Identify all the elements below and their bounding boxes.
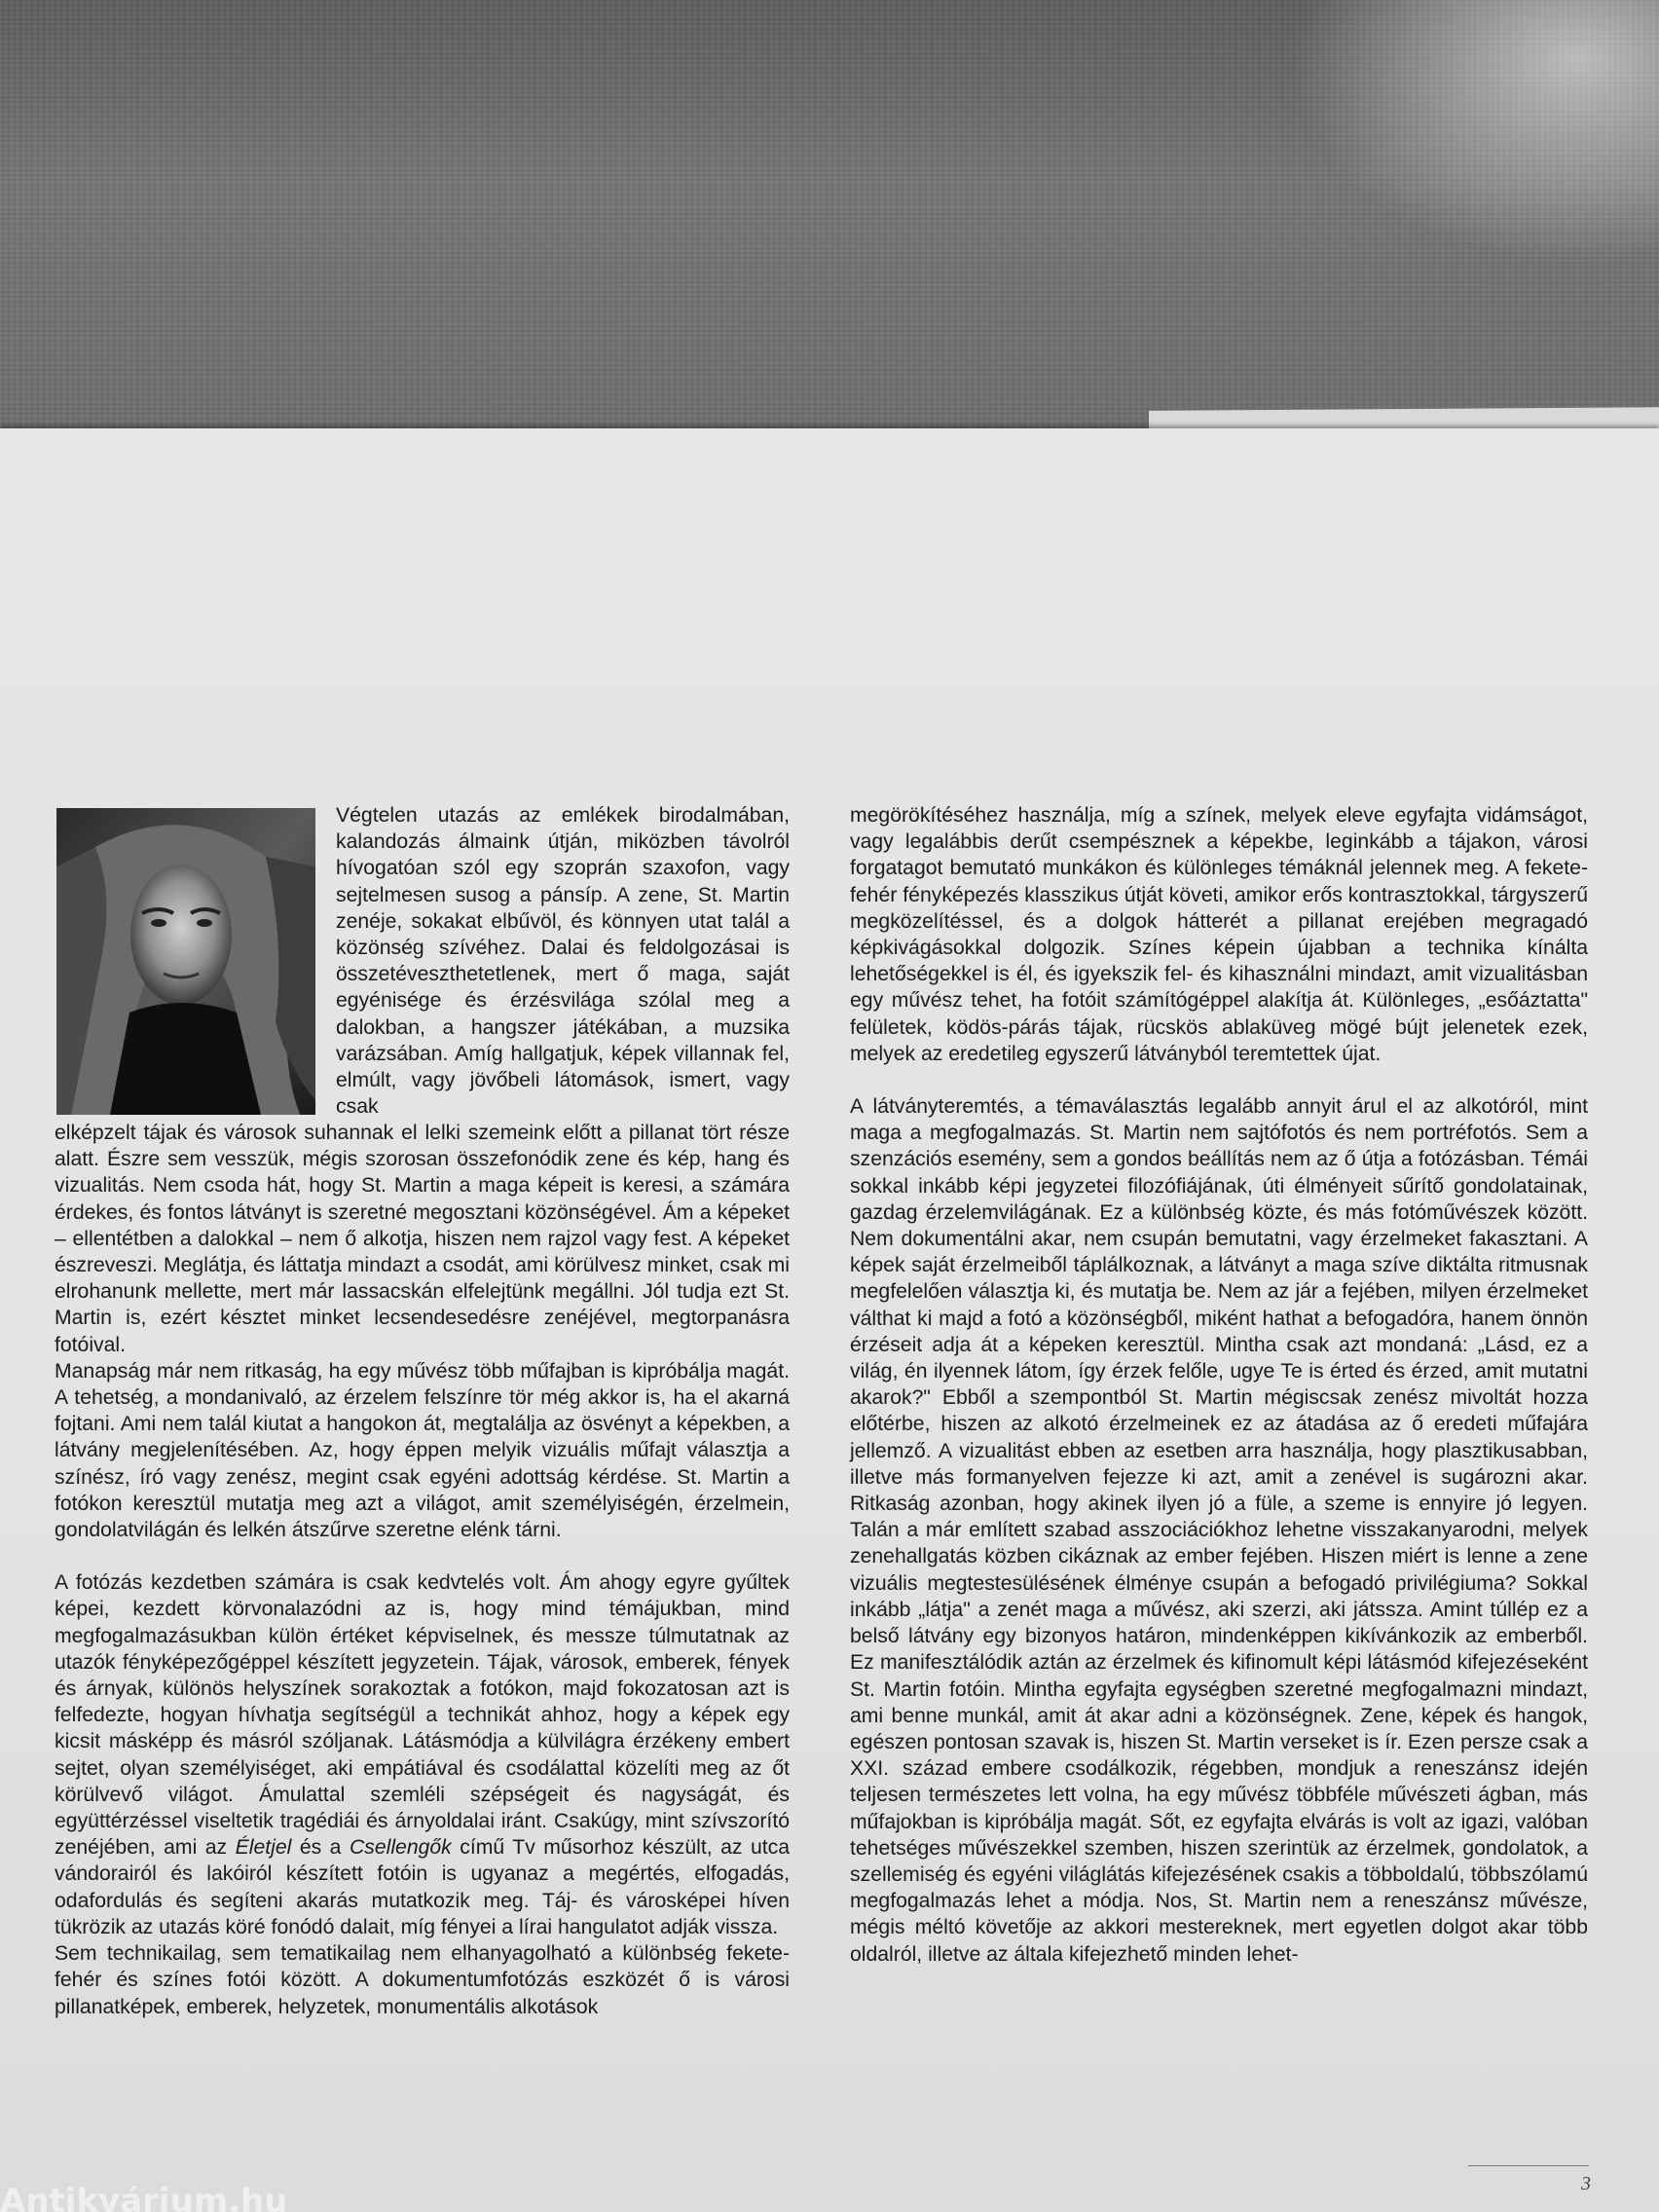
portrait-photo	[56, 808, 315, 1115]
light-glare	[0, 0, 1659, 448]
intro-paragraph: Végtelen utazás az emlékek birodalmában, kalandozás álmaink útján, miközben távolról hívogatóan szól egy szoprán szaxofon, vagy sejtelmesen susog a pánsíp. A zene, St. Martin zenéje, sokakat elbűvöl, és könnyen utat talál a közönség szívéhez. Dalai és feldolgozásai is összetéveszthetetlenek, mert ő maga, saját egyénisége és érzésvilága szólal meg a dalokban, a hangszer játékában, a muzsika varázsában. Amíg hallgatjuk, képek villannak fel, elmúlt, vagy jövőbeli látomások, ismert, vagy csak	[336, 804, 790, 1119]
title-eletjel: Életjel	[235, 1836, 292, 1860]
paragraph-4: Sem technikailag, sem tematikailag nem elhanyagolható a különbség fekete-fehér és színes fotói között. A dokumentumfotózás eszközét ő is városi pillanatképek, emberek, helyzetek, monumentális alkotások	[55, 1942, 790, 2018]
paragraph-5: megörökítéséhez használja, míg a színek, melyek eleve egyfajta vidámságot, vagy legalábbis derűt csempésznek a képekbe, leginkább a tájakon, városi forgatagot bemutató munkákon és különleges témáknál jelennek meg. A fekete-fehér fényképezés klasszikus útját követi, amikor erős kontrasztokkal, tárgyszerű megközelítéssel, és a dolgok hátterét a pillanat erejében megragadó képkivágásokkal dolgozik. Színes képein újabban a technika kínálta lehetőségekkel is él, és igyekszik fel- és kihasználni mindazt, amit vizualitásban egy művész tehet, ha fotóit számítógéppel alakítja át. Különleges, „esőáztatta" felületek, ködös-párás tájak, rücskös ablaküveg mögé bújt jelenetek ezek, melyek az eredetileg egyszerű látványból teremtettek újat.	[850, 804, 1588, 1065]
page-number-rule	[1468, 2165, 1589, 2166]
page-number: 3	[1581, 2173, 1591, 2194]
watermark: Antikvárium.hu	[0, 2185, 288, 2212]
paragraph-3: A fotózás kezdetben számára is csak kedvtelés volt. Ám ahogy egyre gyűltek képei, kezdett körvonalazódni az is, hogy mind témájukban, mind megfogalmazásukban külön értéket képviselnek, és messze túlmutatnak az utazók fényképezőgéppel készített jegyzetein. Tájak, városok, emberek, fények és árnyak, különös helyszínek sorakoztak a fotókon, majd fokozatosan azt is felfedezte, hogyan hívhatja segítségül a technikát ahhoz, hogy a képek egy kicsit másképp és másról szóljanak. Látásmódja a külvilágra érzékeny embert sejtet, olyan személyiséget, aki empátiával és csodálattal közelíti meg az őt körülvevő világot. Ámulattal szemléli szépségeit és nagyságát, és együttérzéssel viseltetik tragédiái és árnyoldalai iránt. Csakúgy, mint szívszorító zenéjében, ami az Életjel és a Csellengők című Tv műsorhoz készült, az utca vándorairól és lakóiról készített fotóin is ugyanaz a megértés, elfogadás, odafordulás és segíteni akarás mutatkozik meg. Táj- és városképei híven tükrözik az utazás köré fonódó dalait, míg fényei a lírai hangulatot adják vissza.	[55, 1571, 790, 1938]
intro-paragraph-continued: elképzelt tájak és városok suhannak el lelki szemeink előtt a pillanat tört része alatt. Észre sem vesszük, mégis szorosan összefonódik zene és kép, hang és vizualitás. Nem csoda hát, hogy St. Martin a maga képeit is keresi, a számára érdekes, és fontos látványt is szeretné megosztani közönségével. Ám a képeket – ellentétben a dalokkal – nem ő alkotja, hiszen nem rajzol vagy fest. A képeket észreveszi. Meglátja, és láttatja mindazt a csodát, ami körülvesz minket, csak mi elrohanunk mellette, mert már lassacskán elfelejtünk megállni. Jól tudja ezt St. Martin is, ezért késztet minket lecsendesedésre zenéjével, megtorpanásra fotóival.	[55, 1122, 790, 1356]
title-csellengok: Csellengők	[349, 1836, 452, 1860]
paragraph-6: A látványteremtés, a témaválasztás legalább annyit árul el az alkotóról, mint maga a megfogalmazás. St. Martin nem sajtófotós és nem portréfotós. Sem a szenzációs esemény, sem a gondos beállítás nem az ő útja a fotózásban. Témái sokkal inkább képi jegyzetei filozófiájának, úti élményeit sűrítő gondolatainak, gazdag érzelemvilágának. Ez a különbség közte, és más fotóművészek között. Nem dokumentálni akar, nem csupán bemutatni, vagy érzelmeket fakasztani. A képek saját érzelmeiből táplálkoznak, a látványt a maga szíve diktálta ritmusnak megfelelően választja ki, és mutatja be. Nem az jár a fejében, milyen érzelmeket válthat ki majd a fotó a közönségből, miként hathat a befogadóra, hanem önnön érzéseit adja át a képeken keresztül. Mintha csak azt mondaná: „Lásd, ez a világ, én ilyennek látom, így érzek felőle, ugye Te is érted és érzed, amit mutatni akarok?" Ebből a szempontból St. Martin mégiscsak zenész mivoltát hozza előtérbe, hiszen az alkotó érzelmeinek ez az átadása az ő eredeti műfajára jellemző. A vizualitást ebben az esetben arra használja, hogy plasztikusabban, illetve más formanyelven fejezze ki azt, amit a zenével is sugározni akar. Ritkaság azonban, hogy akinek ilyen jó a füle, a szeme is ennyire jó legyen. Talán a már említett szabad asszociációkhoz lehetne visszakanyarodni, melyek zenehallgatás közben cikáznak az ember fejében. Hiszen miért is lenne a zene vizuális megtestesülésének élménye csupán a befogadó privilégiuma? Sokkal inkább „látja" a zenét maga a művész, aki szerzi, aki játssza. Amint túllép ez a belső látvány egy bizonyos határon, mindenképpen kikívánkozik az emberből. Ez manifesztálódik aztán az érzelmek és kifinomult képi látásmód kifejezéseként St. Martin fotóin. Mintha egyfajta egységben szeretné megfogalmazni mindazt, ami benne munkál, amit át akar adni a közönségnek. Zene, képek és hangok, egészen pontosan szavak is, hiszen St. Martin verseket is ír. Ezen persze csak a XXI. század embere csodálkozik, régebben, mondjuk a reneszánsz idején teljesen természetes lett volna, ha egy művész többféle művészeti ágban, más műfajokban is kipróbálja magát. Sőt, ez egyfajta elvárás is volt az igazi, valóban tehetséges művészekkel szemben, hiszen szerintük az érzelmek, gondolatok, a szellemiség és egyéni világlátás kifejezésének csakis a többoldalú, többszólamú megfogalmazás lehet a módja. Nos, St. Martin nem a reneszánsz művésze, mégis méltó követője az akkori mestereknek, mert egyetlen dolgot akar több oldalról, illetve az általa kifejezhető minden lehet-	[850, 1095, 1588, 1966]
article-right-column	[850, 802, 1588, 1968]
article-left-column	[55, 1120, 790, 2020]
article-intro	[336, 802, 790, 1120]
paragraph-2: Manapság már nem ritkaság, ha egy művész több műfajban is kipróbálja magát. A tehetség, a mondanivaló, az érzelem felszínre tör még akkor is, ha el akarná fojtani. Ami nem talál kiutat a hangokon át, megtalálja az ösvényt a képekben, a látvány megjelenítésében. Az, hogy éppen melyik vizuális műfajt választja a színész, író vagy zenész, megint csak egyéni adottság kérdése. St. Martin a fotókon keresztül mutatja meg azt a világot, amit személyiségén, érzelmein, gondolatvilágán és lelkén átszűrve szeretne elénk tárni.	[55, 1359, 790, 1542]
